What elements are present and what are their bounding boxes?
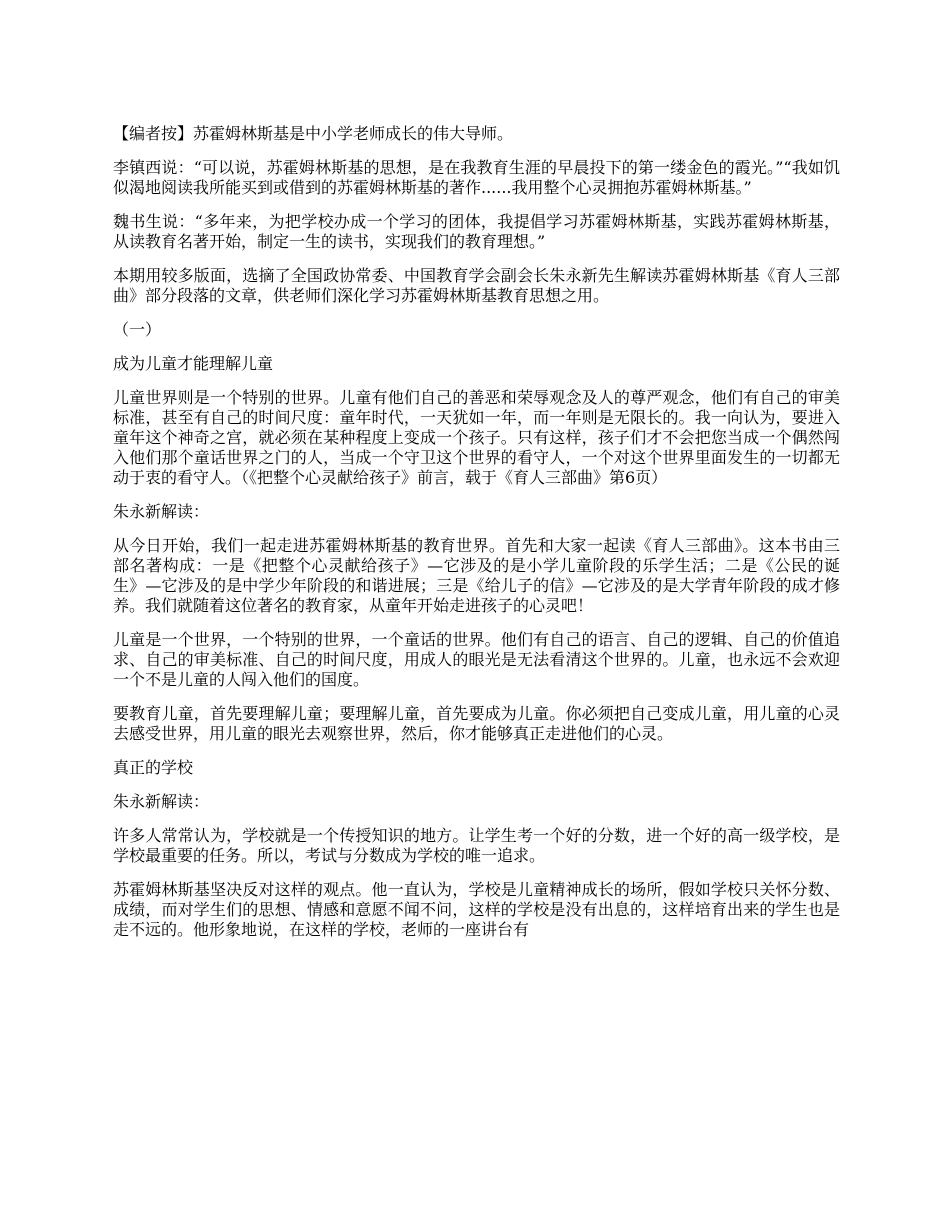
commentary-paragraph-4: 许多人常常认为，学校就是一个传授知识的地方。让学生考一个好的分数，进一个好的高一级学校，是学校最重要的任务。所以，考试与分数成为学校的唯一追求。	[113, 826, 840, 865]
intro-paragraph: 本期用较多版面，选摘了全国政协常委、中国教育学会副会长朱永新先生解读苏霍姆林斯基《育人三部曲》部分段落的文章，供老师们深化学习苏霍姆林斯基教育思想之用。	[113, 266, 840, 305]
commentary-paragraph-3: 要教育儿童，首先要理解儿童；要理解儿童，首先要成为儿童。你必须把自己变成儿童，用儿童的心灵去感受世界，用儿童的眼光去观察世界，然后，你才能够真正走进他们的心灵。	[113, 704, 840, 743]
section-heading-1: 成为儿童才能理解儿童	[113, 354, 274, 373]
commentary-paragraph-5: 苏霍姆林斯基坚决反对这样的观点。他一直认为，学校是儿童精神成长的场所，假如学校只关怀分数、成绩，而对学生们的思想、情感和意愿不闻不问，这样的学校是没有出息的，这样培育出来的学生也是走不远的。他形象地说，在这样的学校，老师的一座讲台有	[113, 880, 840, 939]
section-heading-2: 真正的学校	[113, 758, 194, 777]
commentary-label-1: 朱永新解读：	[113, 502, 210, 521]
quote-li-zhenxi: 李镇西说：“可以说，苏霍姆林斯基的思想，是在我教育生涯的早晨投下的第一缕金色的霞光。”“我如饥似渴地阅读我所能买到或借到的苏霍姆林斯基的著作......我用整个心灵拥抱苏霍姆林斯基。”	[113, 158, 840, 197]
document-body	[113, 124, 840, 954]
editor-note: 【编者按】苏霍姆林斯基是中小学老师成长的伟大导师。	[113, 124, 514, 143]
commentary-label-2: 朱永新解读：	[113, 792, 210, 811]
section-number: （一）	[113, 320, 162, 339]
excerpt-paragraph: 儿童世界则是一个特别的世界。儿童有他们自己的善恶和荣辱观念及人的尊严观念，他们有自己的审美标准，甚至有自己的时间尺度：童年时代，一天犹如一年，而一年则是无限长的。我一向认为，要进入童年这个神奇之宫，就必须在某种程度上变成一个孩子。只有这样，孩子们才不会把您当成一个偶然闯入他们那个童话世界之门的人，当成一个守卫这个世界的看守人，一个对这个世界里面发生的一切都无动于衷的看守人。（《把整个心灵献给孩子》前言，载于《育人三部曲》第6页）	[113, 388, 840, 487]
commentary-paragraph-1: 从今日开始，我们一起走进苏霍姆林斯基的教育世界。首先和大家一起读《育人三部曲》。这本书由三部名著构成：一是《把整个心灵献给孩子》—它涉及的是小学儿童阶段的乐学生活；二是《公民的诞生》—它涉及的是中学少年阶段的和谐进展；三是《给儿子的信》—它涉及的是大学青年阶段的成才修养。我们就随着这位著名的教育家，从童年开始走进孩子的心灵吧！	[113, 536, 840, 615]
quote-wei-shusheng: 魏书生说：“多年来，为把学校办成一个学习的团体，我提倡学习苏霍姆林斯基，实践苏霍姆林斯基，从读教育名著开始，制定一生的读书，实现我们的教育理想。”	[113, 212, 840, 251]
commentary-paragraph-2: 儿童是一个世界，一个特别的世界，一个童话的世界。他们有自己的语言、自己的逻辑、自己的价值追求、自己的审美标准、自己的时间尺度，用成人的眼光是无法看清这个世界的。儿童，也永远不会欢迎一个不是儿童的人闯入他们的国度。	[113, 630, 840, 689]
